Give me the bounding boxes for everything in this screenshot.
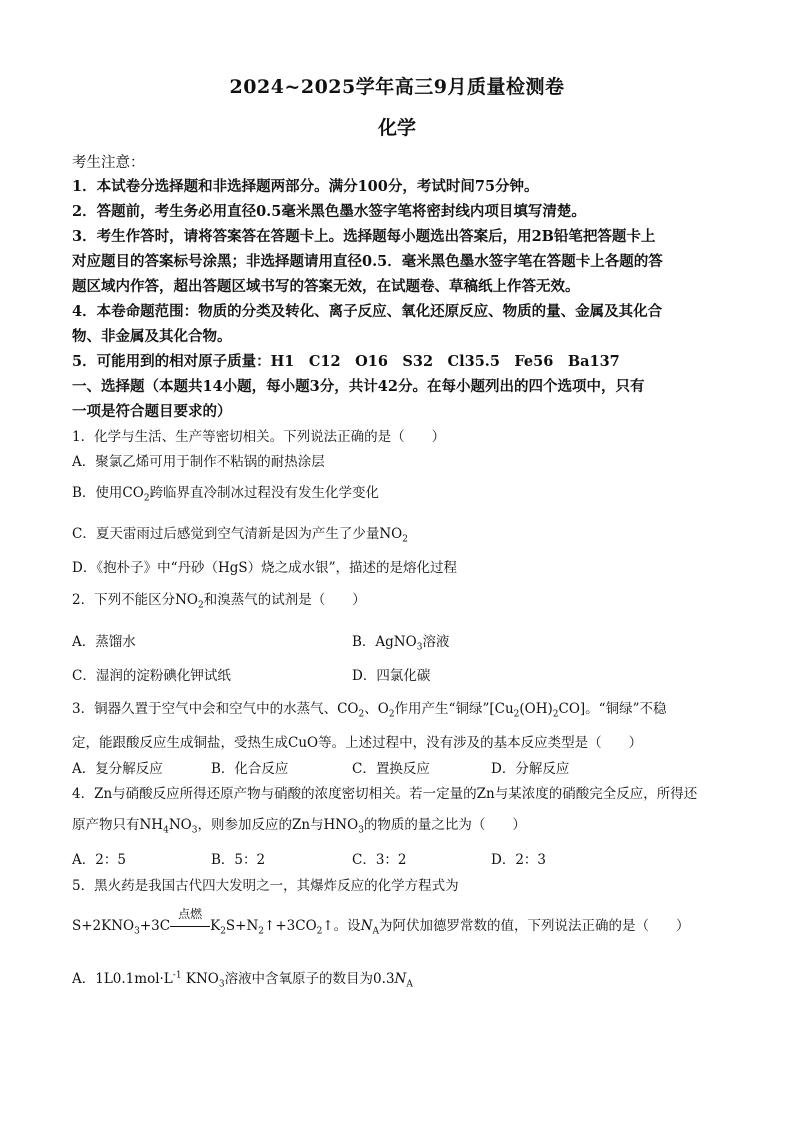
question-2-option-a: A．蒸馏水 <box>72 634 136 650</box>
notice-heading: 考生注意： <box>72 155 145 171</box>
question-2-option-b: B．AgNO$_3$溶液 <box>352 634 450 653</box>
question-5-stem: 5．黑火药是我国古代四大发明之一，其爆炸反应的化学方程式为 <box>72 878 459 894</box>
question-5-equation: $S+2KNO_3+3C$ 点燃 $K_2S+N_2↑+3CO_2↑$。设$N_A$为阿伏加德罗常数的值，下列说法正确的是（ ） <box>72 907 690 937</box>
notice-item: 1．本试卷分选择题和非选择题两部分。满分100分，考试时间75分钟。 <box>72 178 539 195</box>
question-4-option-a: A．2：5 <box>72 852 126 868</box>
question-1-option-a: A．聚氯乙烯可用于制作不粘锅的耐热涂层 <box>72 454 325 470</box>
question-2-option-c: C．湿润的淀粉碘化钾试纸 <box>72 668 231 684</box>
question-3-option-c: C．置换反应 <box>352 761 430 777</box>
question-3-option-a: A．复分解反应 <box>72 761 163 777</box>
question-4-option-b: B．5：2 <box>211 852 266 868</box>
question-5-option-a: A．$1L0.1mol\cdot L^{-1}$ $KNO_3$溶液中含氧原子的数目为$0.3N_A$ <box>72 970 413 990</box>
notice-item: 3．考生作答时，请将答案答在答题卡上。选择题每小题选出答案后，用2B铅笔把答题卡上 <box>72 228 656 245</box>
question-1-option-b: B．使用$CO_2$跨临界直冷制冰过程没有发生化学变化 <box>72 485 380 504</box>
question-3-option-b: B．化合反应 <box>211 761 289 777</box>
notice-item: 物、非金属及其化合物。 <box>72 328 232 345</box>
notice-item: 2．答题前，考生务必用直径0.5毫米黑色墨水签字笔将密封线内项目填写清楚。 <box>72 203 586 220</box>
question-2-option-d: D．四氯化碳 <box>352 668 431 684</box>
section-heading-cont: 一项是符合题目要求的） <box>72 403 232 420</box>
notice-item: 4．本卷命题范围：物质的分类及转化、离子反应、氧化还原反应、物质的量、金属及其化合 <box>72 303 663 320</box>
question-1-option-d: D．《抱朴子》中“丹砂（HgS）烧之成水银”，描述的是熔化过程 <box>72 560 458 576</box>
question-1-option-c: C．夏天雷雨过后感觉到空气清新是因为产生了少量$NO_2$ <box>72 526 408 545</box>
section-heading: 一、选择题（本题共14小题，每小题3分，共计42分。在每小题列出的四个选项中，只有 <box>72 378 645 395</box>
question-4-stem: 4．Zn与硝酸反应所得还原产物与硝酸的浓度密切相关。若一定量的Zn与某浓度的硝酸完全反应，所得还 <box>72 786 698 802</box>
exam-title: 2024~2025学年高三9月质量检测卷 <box>229 76 565 98</box>
exam-subject: 化学 <box>377 117 416 139</box>
question-3-stem: 3．铜器久置于空气中会和空气中的水蒸气、$CO_2$、$O_2$作用产生“铜绿$”[Cu_2(OH)_2CO]$。“铜绿”不稳 <box>72 701 667 720</box>
question-4-option-c: C．3：2 <box>352 852 407 868</box>
question-4-option-d: D．2：3 <box>491 852 547 868</box>
notice-item: 题区域内作答，超出答题区域书写的答案无效，在试题卷、草稿纸上作答无效。 <box>72 278 580 295</box>
question-3-stem-cont: 定，能跟酸反应生成铜盐，受热生成CuO等。上述过程中，没有涉及的基本反应类型是（ ） <box>72 735 643 751</box>
notice-item: 5．可能用到的相对原子质量：H1 C12 O16 S32 Cl35.5 Fe56 Ba137 <box>72 353 620 370</box>
notice-item: 对应题目的答案标号涂黑；非选择题请用直径0.5．毫米黑色墨水签字笔在答题卡上各题的答 <box>72 253 663 270</box>
question-3-option-d: D．分解反应 <box>491 761 570 777</box>
question-2-stem: 2．下列不能区分$NO_2$和溴蒸气的试剂是（ ） <box>72 592 366 611</box>
question-1-stem: 1．化学与生活、生产等密切相关。下列说法正确的是（ ） <box>72 429 446 445</box>
reaction-condition: 点燃 <box>170 918 210 934</box>
question-4-stem-cont: 原产物只有$NH_4NO_3$，则参加反应的Zn与$HNO_3$的物质的量之比为（ ） <box>72 817 526 836</box>
